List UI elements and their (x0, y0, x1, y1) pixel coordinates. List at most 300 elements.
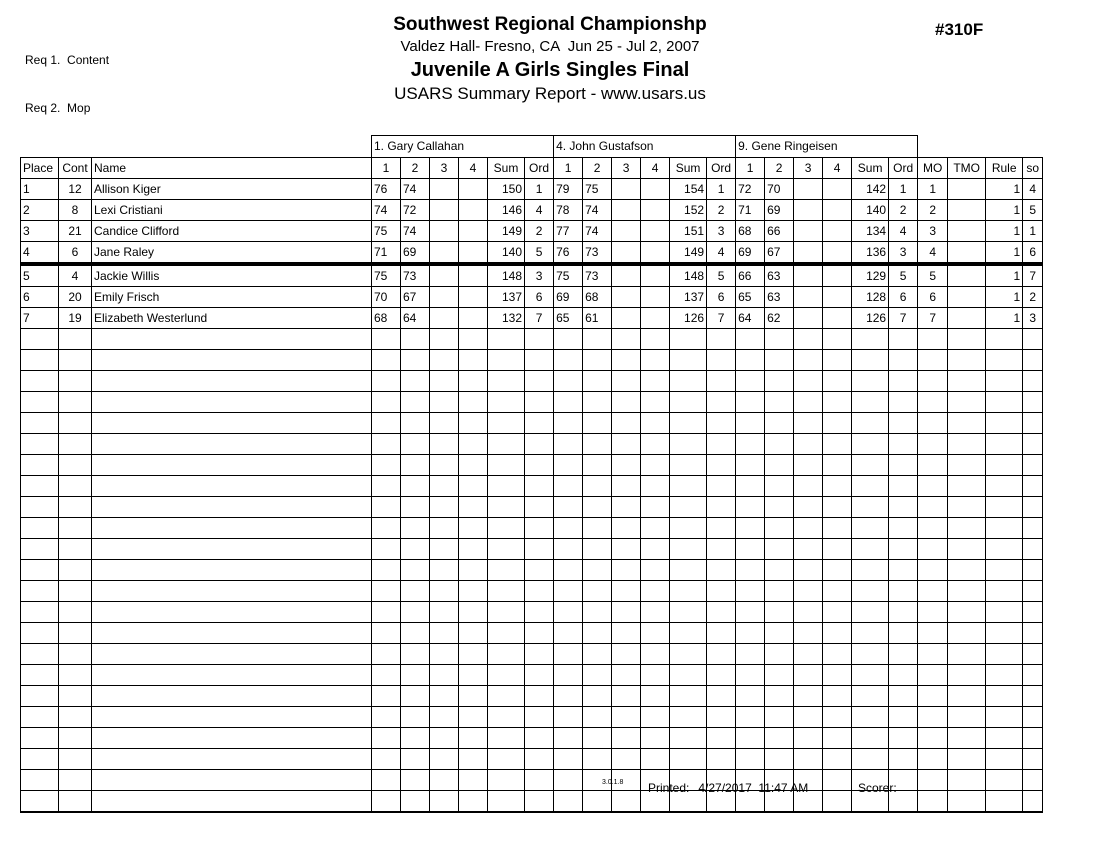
judge1-sum-cell (488, 770, 525, 791)
col-header-judge2-trial2: 2 (583, 158, 612, 179)
judge1-trial4-cell (459, 455, 488, 476)
col-header-judge3-ord: Ord (889, 158, 918, 179)
col-header-judge2-ord: Ord (707, 158, 736, 179)
judge1-sum-cell: 140 (488, 242, 525, 265)
cont-cell (59, 455, 92, 476)
judge1-trial4-cell (459, 539, 488, 560)
judge1-sum-cell: 150 (488, 179, 525, 200)
tmo-cell (948, 602, 986, 623)
judge2-trial2-cell (583, 602, 612, 623)
tmo-cell (948, 221, 986, 242)
judge1-trial3-cell (430, 665, 459, 686)
cont-cell (59, 623, 92, 644)
judge3-trial4-cell (823, 728, 852, 749)
cont-cell (59, 392, 92, 413)
rule-cell (986, 392, 1023, 413)
judge2-sum-cell (670, 455, 707, 476)
judge3-trial2-cell: 62 (765, 308, 794, 329)
judge3-ord-cell: 2 (889, 200, 918, 221)
judge1-trial2-cell: 72 (401, 200, 430, 221)
judge3-trial3-cell (794, 392, 823, 413)
judge3-trial3-cell (794, 287, 823, 308)
cont-cell (59, 686, 92, 707)
judge2-ord-cell (707, 749, 736, 770)
col-header-judge3-trial2: 2 (765, 158, 794, 179)
judge2-trial2-cell (583, 371, 612, 392)
judge1-trial3-cell (430, 455, 459, 476)
so-cell (1023, 581, 1043, 602)
judge2-trial3-cell (612, 329, 641, 350)
judge3-trial4-cell (823, 518, 852, 539)
judge2-trial2-cell (583, 434, 612, 455)
place-cell (21, 770, 59, 791)
cont-cell (59, 707, 92, 728)
judge1-trial1-cell (372, 371, 401, 392)
judge1-trial4-cell (459, 686, 488, 707)
judge1-trial1-cell (372, 392, 401, 413)
place-cell: 6 (21, 287, 59, 308)
judge2-trial3-cell (612, 539, 641, 560)
so-cell (1023, 329, 1043, 350)
judge3-trial3-cell (794, 264, 823, 287)
judge3-trial4-cell (823, 749, 852, 770)
results-table (20, 135, 1043, 813)
judge3-trial2-cell (765, 602, 794, 623)
judge3-trial1-cell (736, 665, 765, 686)
judge1-trial1-cell: 68 (372, 308, 401, 329)
mo-cell (918, 686, 948, 707)
rule-cell (986, 476, 1023, 497)
place-cell (21, 791, 59, 813)
judge3-sum-cell (852, 476, 889, 497)
name-cell: Elizabeth Westerlund (92, 308, 372, 329)
tmo-cell (948, 791, 986, 813)
name-cell: Jane Raley (92, 242, 372, 265)
venue-date-line: Valdez Hall- Fresno, CA Jun 25 - Jul 2, 2007 (400, 38, 700, 55)
judge1-trial1-cell (372, 665, 401, 686)
judge1-trial1-cell (372, 434, 401, 455)
empty-row (21, 728, 1043, 749)
judge3-ord-cell (889, 665, 918, 686)
rule-cell: 1 (986, 242, 1023, 265)
judge3-trial1-cell (736, 644, 765, 665)
judge2-trial4-cell (641, 350, 670, 371)
place-cell (21, 455, 59, 476)
judge2-ord-cell (707, 686, 736, 707)
place-cell (21, 644, 59, 665)
so-cell (1023, 623, 1043, 644)
judge3-sum-cell: 140 (852, 200, 889, 221)
judge2-ord-cell (707, 350, 736, 371)
judge1-trial3-cell (430, 308, 459, 329)
judge3-trial3-cell (794, 350, 823, 371)
empty-row (21, 413, 1043, 434)
judge3-trial4-cell (823, 221, 852, 242)
judge1-trial2-cell (401, 770, 430, 791)
judge1-trial3-cell (430, 539, 459, 560)
judge2-trial1-cell (554, 497, 583, 518)
rule-cell: 1 (986, 200, 1023, 221)
judge3-sum-cell: 128 (852, 287, 889, 308)
judge2-ord-cell: 4 (707, 242, 736, 265)
place-cell (21, 686, 59, 707)
judge2-trial1-cell (554, 686, 583, 707)
so-cell: 1 (1023, 221, 1043, 242)
col-header-judge2-trial1: 1 (554, 158, 583, 179)
col-header-judge1-sum: Sum (488, 158, 525, 179)
judge1-trial4-cell (459, 791, 488, 813)
judge3-trial3-cell (794, 413, 823, 434)
judge2-trial4-cell (641, 581, 670, 602)
so-cell: 2 (1023, 287, 1043, 308)
judge2-trial2-cell (583, 707, 612, 728)
judge2-sum-cell: 137 (670, 287, 707, 308)
judge1-trial1-cell: 75 (372, 264, 401, 287)
judge2-ord-cell (707, 581, 736, 602)
empty-row (21, 581, 1043, 602)
judge2-trial4-cell (641, 179, 670, 200)
judge1-sum-cell (488, 434, 525, 455)
judge3-trial3-cell (794, 539, 823, 560)
rule-cell: 1 (986, 287, 1023, 308)
tmo-cell (948, 242, 986, 265)
judge1-ord-cell (525, 728, 554, 749)
rule-cell (986, 623, 1023, 644)
place-cell (21, 749, 59, 770)
judge3-trial4-cell (823, 602, 852, 623)
name-cell (92, 434, 372, 455)
judge1-trial4-cell (459, 392, 488, 413)
tmo-cell (948, 749, 986, 770)
col-header-judge3-sum: Sum (852, 158, 889, 179)
judge3-sum-cell (852, 350, 889, 371)
judge2-ord-cell (707, 623, 736, 644)
judge2-sum-cell (670, 497, 707, 518)
name-cell (92, 476, 372, 497)
judge1-trial2-cell (401, 371, 430, 392)
judge2-trial1-cell (554, 791, 583, 813)
judge2-trial1-cell (554, 371, 583, 392)
judge1-trial1-cell (372, 518, 401, 539)
judge2-ord-cell (707, 728, 736, 749)
judge3-trial4-cell (823, 242, 852, 265)
judge3-sum-cell (852, 434, 889, 455)
judge1-ord-cell: 3 (525, 264, 554, 287)
place-cell (21, 476, 59, 497)
judge3-trial2-cell (765, 434, 794, 455)
judge2-ord-cell: 2 (707, 200, 736, 221)
judge2-trial1-cell (554, 581, 583, 602)
judge3-trial3-cell (794, 476, 823, 497)
judge3-ord-cell (889, 686, 918, 707)
name-cell: Emily Frisch (92, 287, 372, 308)
so-cell: 3 (1023, 308, 1043, 329)
judge1-ord-cell (525, 707, 554, 728)
judge3-trial2-cell (765, 623, 794, 644)
judge3-trial2-cell (765, 707, 794, 728)
judge2-trial4-cell (641, 242, 670, 265)
tmo-cell (948, 329, 986, 350)
judge2-trial1-cell (554, 350, 583, 371)
judge1-trial1-cell (372, 707, 401, 728)
judge1-trial1-cell (372, 350, 401, 371)
cont-cell (59, 770, 92, 791)
judge2-trial2-cell (583, 350, 612, 371)
judge3-ord-cell (889, 581, 918, 602)
judge3-trial4-cell (823, 497, 852, 518)
judge2-trial2-cell: 74 (583, 221, 612, 242)
judge2-trial2-cell (583, 665, 612, 686)
judge2-ord-cell (707, 665, 736, 686)
judge1-ord-cell (525, 644, 554, 665)
mo-cell: 6 (918, 287, 948, 308)
judge3-trial1-cell: 69 (736, 242, 765, 265)
empty-row (21, 392, 1043, 413)
judge2-trial4-cell (641, 518, 670, 539)
judge1-trial2-cell (401, 455, 430, 476)
printed-timestamp (648, 781, 808, 795)
judge2-ord-cell: 3 (707, 221, 736, 242)
judge3-ord-cell (889, 497, 918, 518)
judge2-trial2-cell (583, 539, 612, 560)
judge1-trial2-cell (401, 707, 430, 728)
mo-cell (918, 644, 948, 665)
so-cell (1023, 770, 1043, 791)
judge2-trial1-cell (554, 539, 583, 560)
judge3-trial1-cell (736, 434, 765, 455)
tmo-cell (948, 179, 986, 200)
judge1-trial1-cell: 75 (372, 221, 401, 242)
judge3-trial2-cell (765, 539, 794, 560)
judge1-trial2-cell (401, 581, 430, 602)
judge2-trial3-cell (612, 455, 641, 476)
so-cell (1023, 602, 1043, 623)
tmo-cell (948, 392, 986, 413)
judge2-trial1-cell: 69 (554, 287, 583, 308)
judge2-trial1-cell (554, 413, 583, 434)
place-cell: 3 (21, 221, 59, 242)
judge3-trial2-cell (765, 413, 794, 434)
col-header-tmo: TMO (948, 158, 986, 179)
judge2-sum-cell (670, 350, 707, 371)
judge1-ord-cell (525, 665, 554, 686)
judge2-ord-cell (707, 707, 736, 728)
mo-cell (918, 413, 948, 434)
judge3-trial3-cell (794, 221, 823, 242)
judge1-ord-cell (525, 329, 554, 350)
judge1-trial1-cell (372, 476, 401, 497)
rule-cell (986, 350, 1023, 371)
judge2-sum-cell (670, 581, 707, 602)
judge2-trial4-cell (641, 749, 670, 770)
judge3-trial3-cell (794, 728, 823, 749)
table-row (21, 308, 1043, 329)
place-cell: 4 (21, 242, 59, 265)
judge2-trial2-cell (583, 791, 612, 813)
tmo-cell (948, 434, 986, 455)
judge3-trial2-cell: 63 (765, 264, 794, 287)
event-number: #310F (935, 20, 984, 39)
judge2-trial1-cell: 76 (554, 242, 583, 265)
judge2-ord-cell (707, 539, 736, 560)
judge3-sum-cell (852, 413, 889, 434)
mo-cell (918, 581, 948, 602)
judge2-trial2-cell: 61 (583, 308, 612, 329)
name-cell (92, 497, 372, 518)
judge1-trial1-cell (372, 560, 401, 581)
judge3-trial2-cell (765, 455, 794, 476)
judge3-ord-cell: 5 (889, 264, 918, 287)
judge1-ord-cell (525, 413, 554, 434)
judge1-trial1-cell (372, 539, 401, 560)
judge2-trial3-cell (612, 707, 641, 728)
judge2-trial1-cell (554, 770, 583, 791)
mo-cell (918, 329, 948, 350)
judge3-trial3-cell (794, 308, 823, 329)
judge3-trial4-cell (823, 560, 852, 581)
judge1-trial1-cell (372, 455, 401, 476)
place-cell (21, 434, 59, 455)
place-cell (21, 539, 59, 560)
judge3-trial1-cell (736, 371, 765, 392)
mo-cell (918, 497, 948, 518)
judge2-sum-cell (670, 329, 707, 350)
col-header-place: Place (21, 158, 59, 179)
place-cell (21, 350, 59, 371)
judge1-trial4-cell (459, 221, 488, 242)
judge3-ord-cell (889, 455, 918, 476)
cont-cell (59, 602, 92, 623)
judge1-ord-cell (525, 455, 554, 476)
judge1-trial3-cell (430, 602, 459, 623)
judge1-trial1-cell (372, 623, 401, 644)
name-cell (92, 392, 372, 413)
judge2-trial3-cell (612, 392, 641, 413)
cont-cell (59, 476, 92, 497)
judge1-trial2-cell (401, 350, 430, 371)
place-cell: 1 (21, 179, 59, 200)
judge2-trial1-cell: 79 (554, 179, 583, 200)
so-cell (1023, 749, 1043, 770)
place-cell (21, 560, 59, 581)
judge1-sum-cell (488, 371, 525, 392)
judge3-trial1-cell (736, 686, 765, 707)
judge3-trial2-cell (765, 665, 794, 686)
judge2-sum-cell (670, 623, 707, 644)
mo-cell: 1 (918, 179, 948, 200)
judge2-ord-cell (707, 644, 736, 665)
mo-cell (918, 518, 948, 539)
judge1-trial1-cell (372, 728, 401, 749)
judge3-trial1-cell (736, 350, 765, 371)
empty-row (21, 518, 1043, 539)
judge1-trial4-cell (459, 644, 488, 665)
judge2-trial2-cell: 73 (583, 242, 612, 265)
place-cell (21, 518, 59, 539)
judge2-ord-cell: 1 (707, 179, 736, 200)
judge1-ord-cell (525, 749, 554, 770)
judge3-ord-cell (889, 434, 918, 455)
judge3-sum-cell (852, 749, 889, 770)
req-line-2: Req 2. Mop (25, 101, 91, 115)
mo-cell (918, 623, 948, 644)
judge3-ord-cell (889, 644, 918, 665)
cont-cell (59, 644, 92, 665)
judge3-trial2-cell (765, 560, 794, 581)
judge3-sum-cell (852, 665, 889, 686)
place-cell: 5 (21, 264, 59, 287)
cont-cell: 6 (59, 242, 92, 265)
judge3-ord-cell: 6 (889, 287, 918, 308)
judge1-trial2-cell: 73 (401, 264, 430, 287)
judge1-trial3-cell (430, 242, 459, 265)
rule-cell: 1 (986, 264, 1023, 287)
judge1-sum-cell (488, 476, 525, 497)
rule-cell (986, 602, 1023, 623)
judge3-trial2-cell: 66 (765, 221, 794, 242)
judge2-trial3-cell (612, 560, 641, 581)
mo-cell: 5 (918, 264, 948, 287)
col-header-judge3-trial4: 4 (823, 158, 852, 179)
empty-row (21, 665, 1043, 686)
judge3-trial2-cell (765, 350, 794, 371)
empty-row (21, 329, 1043, 350)
judge1-sum-cell: 146 (488, 200, 525, 221)
rule-cell (986, 539, 1023, 560)
cont-cell (59, 581, 92, 602)
judge1-trial4-cell (459, 308, 488, 329)
judge2-sum-cell (670, 413, 707, 434)
cont-cell (59, 518, 92, 539)
judge1-trial2-cell (401, 497, 430, 518)
so-cell (1023, 665, 1043, 686)
so-cell (1023, 392, 1043, 413)
judge2-trial2-cell (583, 518, 612, 539)
judge3-trial4-cell (823, 434, 852, 455)
judge3-sum-cell (852, 455, 889, 476)
judge1-trial2-cell (401, 329, 430, 350)
judge1-ord-cell (525, 602, 554, 623)
so-cell: 4 (1023, 179, 1043, 200)
judge3-trial4-cell (823, 413, 852, 434)
judge1-trial1-cell (372, 497, 401, 518)
judge2-trial2-cell (583, 644, 612, 665)
judge2-sum-cell (670, 392, 707, 413)
judge1-trial2-cell (401, 644, 430, 665)
judge3-trial2-cell (765, 329, 794, 350)
rule-cell (986, 455, 1023, 476)
judge3-sum-cell (852, 686, 889, 707)
mo-cell (918, 707, 948, 728)
judge2-trial2-cell (583, 497, 612, 518)
tmo-cell (948, 623, 986, 644)
so-cell (1023, 371, 1043, 392)
cont-cell: 21 (59, 221, 92, 242)
judge2-sum-cell (670, 539, 707, 560)
judge1-ord-cell: 6 (525, 287, 554, 308)
judge3-trial4-cell (823, 791, 852, 813)
so-cell (1023, 455, 1043, 476)
judge2-trial1-cell (554, 434, 583, 455)
judge2-trial4-cell (641, 539, 670, 560)
judge2-trial4-cell (641, 264, 670, 287)
cont-cell (59, 350, 92, 371)
judge2-trial1-cell (554, 749, 583, 770)
place-cell (21, 329, 59, 350)
name-cell (92, 644, 372, 665)
col-header-judge2-trial3: 3 (612, 158, 641, 179)
judge3-trial3-cell (794, 560, 823, 581)
